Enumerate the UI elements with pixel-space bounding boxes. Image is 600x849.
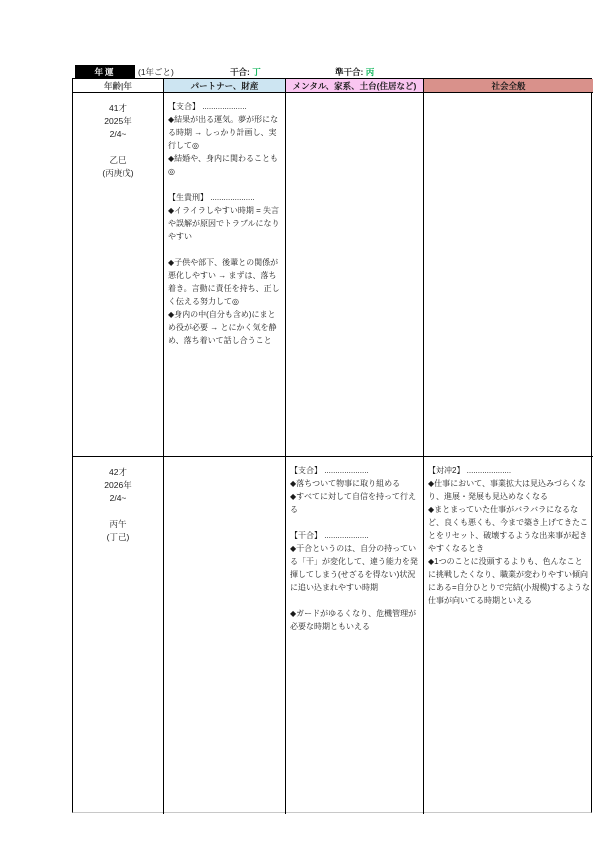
text-line [168, 178, 282, 191]
text-line: ◆結婚や、身内に関わることも◎ [168, 154, 278, 176]
kango-value: 丁 [252, 67, 261, 77]
title-subtitle: (1年ごと) [138, 67, 174, 77]
jun-kango-field [335, 66, 374, 78]
text-line [168, 243, 282, 256]
cell-age-year-2026 [73, 457, 164, 814]
text-line: ◆まとまっていた仕事がバラバラになるなど、良くも悪くも、今まで築き上げてきたことをリセット、破壊するような出来事が起きやすくなるとき [428, 505, 588, 553]
text-line: ◆1つのことに没頭するよりも、色んなことに挑戦したくなり、職業が変わりやすい傾向にある=自分ひとりで完結(小規模)するような仕事が向いてる時期といえる [428, 557, 590, 605]
jun-kango-label: 準干合: [335, 67, 364, 77]
cell-society-2026 [424, 457, 593, 814]
column-header-age-year: 年齢|年 [73, 79, 164, 93]
text-line [290, 594, 420, 607]
text-line: ◆身内の中(自分も含め)にまとめ役が必要 → とにかく気を静め、落ち着いて話し合うこと [168, 310, 277, 345]
cell-mental-2026 [286, 457, 424, 814]
cell-mental-2025 [286, 93, 424, 457]
column-header-partner-assets: パートナー、財産 [164, 79, 286, 93]
text-line: ◆すべてに対して自信を持って行える [290, 492, 416, 514]
text-line: 【生貴刑】 .................... [168, 193, 255, 202]
fortune-table [72, 78, 592, 813]
kango-field [230, 66, 261, 78]
text-line: 【支合】 .................... [290, 466, 369, 475]
hidden-stems-label: (丙庚戊) [102, 168, 134, 178]
column-header-society-general: 社会全般 [424, 79, 593, 93]
start-date-label: 2/4~ [109, 129, 127, 139]
kango-label: 干合: [230, 67, 250, 77]
column-header-mental-family-base: メンタル、家系、土台(住居など) [286, 79, 424, 93]
cell-partner-2026 [164, 457, 286, 814]
text-line: ◆干合というのは、自分の持っている「干」が変化して、違う能力を発揮してしまう(せざるを得ない)状況に追い込まれやすい時期 [290, 544, 418, 592]
text-line: ◆イライラしやすい時期 = 失言や誤解が原因でトラブルになりやすい [168, 206, 280, 241]
text-line: ◆結果が出る運気。夢が形になる時期 → しっかり計画し、実行して◎ [168, 115, 279, 150]
text-line: 【対冲2】 .................... [428, 466, 512, 475]
year-label: 2026年 [104, 480, 132, 490]
year-fortune-title-badge: 年運 [75, 65, 135, 78]
text-line [290, 516, 420, 529]
jun-kango-value: 丙 [365, 67, 375, 77]
year-label: 2025年 [104, 116, 132, 126]
hidden-stems-label: (丁己) [106, 532, 130, 542]
spacer [73, 141, 163, 154]
cell-society-2025 [424, 93, 593, 457]
spacer [73, 505, 163, 518]
text-line: 【支合】 .................... [168, 102, 247, 111]
text-line: ◆落ちついて物事に取り組める [290, 479, 401, 488]
eto-label: 乙巳 [109, 155, 127, 165]
text-line: ◆子供や部下、後輩との関係が悪化しやすい → まずは、落ち着き。言動に責任を持ち、正しく伝える努力して◎ [168, 258, 280, 306]
text-line: ◆ガードがゆるくなり、危機管理が必要な時期ともいえる [290, 609, 417, 631]
cell-age-year-2025 [73, 93, 164, 457]
eto-label: 丙午 [109, 519, 127, 529]
age-label: 41才 [109, 103, 127, 113]
age-label: 42才 [109, 467, 127, 477]
text-line: 【干合】 .................... [290, 531, 369, 540]
cell-partner-2025 [164, 93, 286, 457]
text-line: ◆仕事において、事業拡大は見込みづらくなり、進展・発展も見込めなくなる [428, 479, 586, 501]
start-date-label: 2/4~ [109, 493, 127, 503]
